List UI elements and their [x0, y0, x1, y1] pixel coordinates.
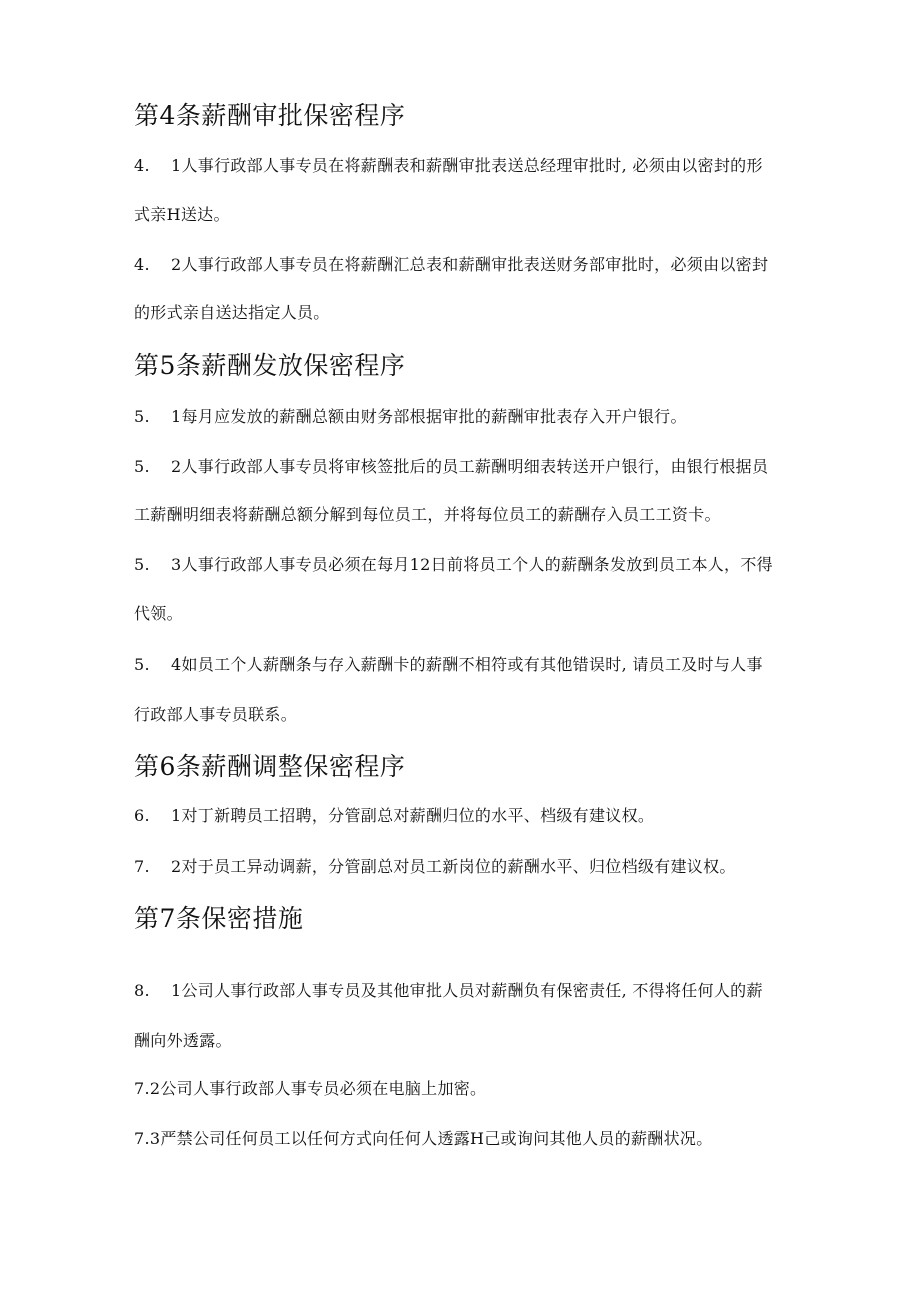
paragraph-7-2-line-1: 7.2公司人事行政部人事专员必须在电脑上加密。 — [134, 1079, 487, 1098]
paragraph-4-2-line-2: 的形式亲自送达指定人员。 — [134, 303, 330, 322]
paragraph-number: 5. — [134, 457, 150, 476]
paragraph-text: 4如员工个人薪酬条与存入薪酬卡的薪酬不相符或有其他错误时, 请员工及时与人事 — [171, 655, 763, 674]
paragraph-text: 2人事行政部人事专员在将薪酬汇总表和薪酬审批表送财务部审批时，必须由以密封 — [171, 255, 769, 274]
paragraph-number: 7. — [134, 857, 150, 876]
paragraph-4-1-line-1 — [134, 156, 763, 176]
paragraph-7-1-line-1 — [134, 981, 763, 1001]
paragraph-text: 1对丁新聘员工招聘，分管副总对薪酬归位的水平、档级有建议权。 — [171, 806, 655, 825]
paragraph-text: 1人事行政部人事专员在将薪酬表和薪酬审批表送总经理审批时, 必须由以密封的形 — [171, 156, 763, 175]
paragraph-6-1-line-1 — [134, 806, 654, 826]
paragraph-4-1-line-2: 式亲H送达。 — [134, 205, 230, 224]
paragraph-text: 2对于员工异动调薪，分管副总对员工新岗位的薪酬水平、归位档级有建议权。 — [171, 857, 736, 876]
paragraph-5-2-line-2: 工薪酬明细表将薪酬总额分解到每位员工，并将每位员工的薪酬存入员工工资卡。 — [134, 505, 721, 524]
paragraph-5-4-line-2: 行政部人事专员联系。 — [134, 705, 298, 724]
paragraph-7-3-line-1: 7.3严禁公司任何员工以任何方式向任何人透露H己或询问其他人员的薪酬状况。 — [134, 1129, 713, 1148]
paragraph-5-1-line-1 — [134, 407, 687, 427]
section-heading-6: 第6条薪酬调整保密程序 — [134, 752, 406, 781]
paragraph-number: 4. — [134, 156, 150, 175]
paragraph-text: 2人事行政部人事专员将审核签批后的员工薪酬明细表转送开户银行，由银行根据员 — [171, 457, 769, 476]
paragraph-number: 5. — [134, 655, 150, 674]
paragraph-5-4-line-1 — [134, 655, 763, 675]
paragraph-7-1-line-2: 酬向外透露。 — [134, 1031, 232, 1050]
paragraph-4-2-line-1 — [134, 255, 768, 275]
paragraph-5-3-line-2: 代领。 — [134, 604, 183, 623]
section-heading-4: 第4条薪酬审批保密程序 — [134, 101, 406, 130]
section-heading-5: 第5条薪酬发放保密程序 — [134, 351, 406, 380]
paragraph-number: 4. — [134, 255, 150, 274]
paragraph-number: 6. — [134, 806, 150, 825]
paragraph-text: 3人事行政部人事专员必须在每月12日前将员工个人的薪酬条发放到员工本人，不得 — [171, 555, 773, 574]
paragraph-text: 1公司人事行政部人事专员及其他审批人员对薪酬负有保密责任, 不得将任何人的薪 — [171, 981, 763, 1000]
paragraph-6-2-line-1 — [134, 857, 736, 877]
paragraph-number: 8. — [134, 981, 150, 1000]
paragraph-text: 1每月应发放的薪酬总额由财务部根据审批的薪酬审批表存入开户银行。 — [171, 407, 687, 426]
paragraph-5-2-line-1 — [134, 457, 768, 477]
paragraph-5-3-line-1 — [134, 555, 773, 575]
paragraph-number: 5. — [134, 407, 150, 426]
section-heading-7: 第7条保密措施 — [134, 904, 304, 933]
paragraph-number: 5. — [134, 555, 150, 574]
